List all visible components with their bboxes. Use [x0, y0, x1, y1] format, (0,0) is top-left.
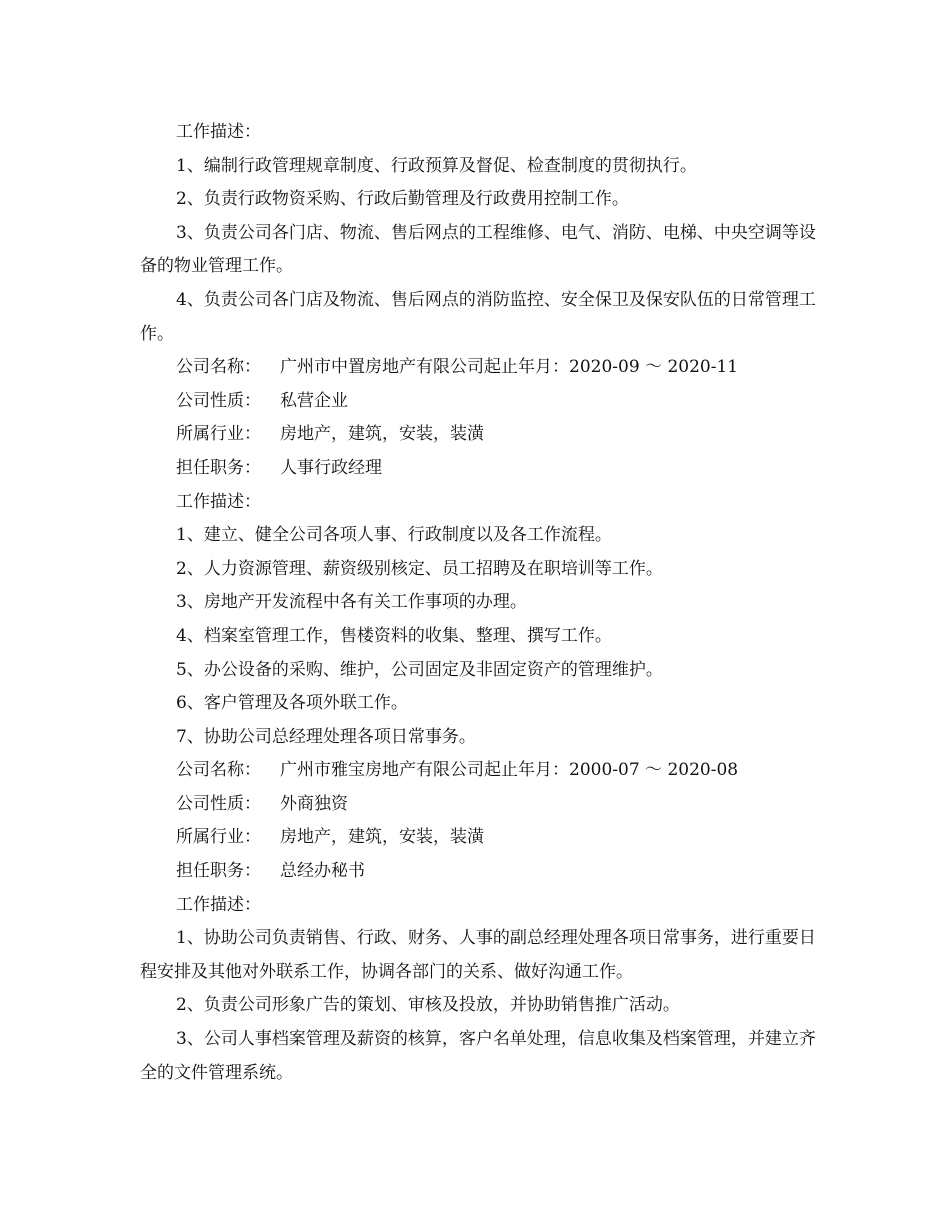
industry-label: 所属行业：	[176, 424, 261, 445]
duty-line: 6、客户管理及各项外联工作。	[176, 693, 408, 714]
duty-line: 4、档案室管理工作，售楼资料的收集、整理、撰写工作。	[176, 625, 612, 646]
duty-line: 4、负责公司各门店及物流、售后网点的消防监控、安全保卫及保安队伍的日常管理工作。	[140, 289, 816, 344]
position-row	[140, 452, 818, 486]
company-name-value: 广州市中置房地产有限公司起止年月：2020-09 ～ 2020-11	[280, 357, 739, 378]
industry-row	[140, 821, 818, 855]
company-nature-row	[140, 385, 818, 419]
work-description-heading: 工作描述：	[176, 491, 261, 512]
position-label: 担任职务：	[176, 457, 261, 478]
duty-line: 3、公司人事档案管理及薪资的核算，客户名单处理，信息收集及档案管理，并建立齐全的文件管理系统。	[140, 1029, 816, 1083]
position-label: 担任职务：	[176, 861, 261, 882]
company-nature-label: 公司性质：	[176, 390, 261, 411]
position-row	[140, 855, 818, 889]
industry-row	[140, 418, 818, 452]
duty-line: 3、房地产开发流程中各有关工作事项的办理。	[176, 592, 527, 613]
company-name-row	[140, 351, 818, 385]
work-description-heading: 工作描述：	[176, 122, 261, 142]
duty-line: 7、协助公司总经理处理各项日常事务。	[176, 726, 476, 747]
duty-line: 2、负责公司形象广告的策划、审核及投放，并协助销售推广活动。	[176, 995, 680, 1016]
company-name-row	[140, 754, 818, 788]
company-nature-value: 外商独资	[280, 793, 348, 814]
duty-line: 2、负责行政物资采购、行政后勤管理及行政费用控制工作。	[176, 189, 629, 210]
company-nature-label: 公司性质：	[176, 793, 261, 814]
company-name-label: 公司名称：	[176, 760, 261, 781]
company-name-value: 广州市雅宝房地产有限公司起止年月：2000-07 ～ 2020-08	[280, 760, 739, 781]
duty-line: 5、办公设备的采购、维护，公司固定及非固定资产的管理维护。	[176, 659, 663, 680]
document-body	[140, 116, 818, 1090]
company-nature-value: 私营企业	[280, 390, 348, 411]
duty-line: 2、人力资源管理、薪资级别核定、员工招聘及在职培训等工作。	[176, 558, 663, 579]
position-value: 总经办秘书	[280, 861, 365, 882]
industry-label: 所属行业：	[176, 827, 261, 848]
position-value: 人事行政经理	[280, 457, 382, 478]
duty-line: 1、编制行政管理规章制度、行政预算及督促、检查制度的贯彻执行。	[176, 155, 697, 176]
industry-value: 房地产，建筑，安装，装潢	[280, 827, 484, 848]
industry-value: 房地产，建筑，安装，装潢	[280, 424, 484, 445]
duty-line: 1、协助公司负责销售、行政、财务、人事的副总经理处理各项日常事务，进行重要日程安排及其他对外联系工作，协调各部门的关系、做好沟通工作。	[140, 928, 816, 982]
duty-line: 1、建立、健全公司各项人事、行政制度以及各工作流程。	[176, 525, 612, 546]
work-description-heading: 工作描述：	[176, 894, 261, 915]
duty-line: 3、负责公司各门店、物流、售后网点的工程维修、电气、消防、电梯、中央空调等设备的物业管理工作。	[140, 222, 816, 277]
company-nature-row	[140, 788, 818, 822]
company-name-label: 公司名称：	[176, 357, 261, 378]
